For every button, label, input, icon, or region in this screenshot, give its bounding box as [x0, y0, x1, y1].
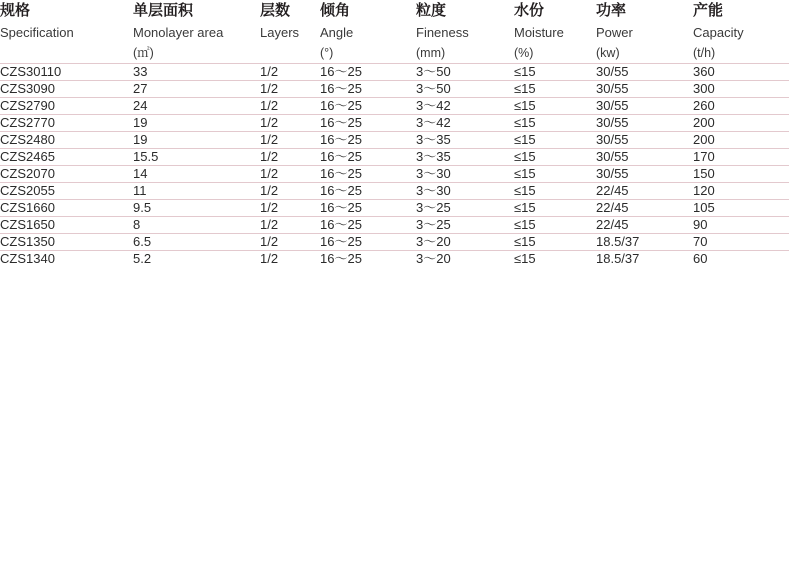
cell-monolayer-area: 24 — [133, 98, 260, 115]
column-header-monolayer-area — [133, 0, 260, 64]
table-header-row — [0, 0, 789, 64]
column-header-specification — [0, 0, 133, 64]
cell-layers: 1/2 — [260, 81, 320, 98]
cell-layers: 1/2 — [260, 251, 279, 266]
table-row — [0, 81, 789, 98]
table-row — [0, 217, 789, 234]
cell-capacity: 300 — [693, 81, 789, 98]
column-header-unit: (°) — [320, 46, 334, 60]
cell-capacity: 70 — [693, 234, 789, 251]
column-header-en: Moisture — [514, 25, 564, 40]
cell-capacity: 200 — [693, 132, 789, 149]
cell-moisture: ≤15 — [514, 166, 596, 183]
cell-fineness: 3～50 — [416, 64, 514, 81]
cell-monolayer-area: 15.5 — [133, 149, 260, 166]
cell-angle: 16～25 — [320, 81, 416, 98]
column-header-unit: (%) — [514, 46, 534, 60]
cell-capacity: 260 — [693, 98, 789, 115]
column-header-cn: 水份 — [514, 2, 545, 19]
cell-layers: 1/2 — [260, 115, 320, 132]
cell-layers: 1/2 — [260, 149, 320, 166]
column-header-cn: 规格 — [0, 2, 31, 19]
cell-specification: CZS2770 — [0, 115, 133, 132]
cell-power: 18.5/37 — [596, 234, 693, 251]
cell-power: 30/55 — [596, 115, 693, 132]
column-header-cn: 功率 — [596, 2, 627, 19]
cell-angle: 16～25 — [320, 115, 416, 132]
cell-specification: CZS2465 — [0, 149, 133, 166]
table-header — [0, 0, 789, 64]
cell-moisture: ≤15 — [514, 64, 596, 81]
cell-specification: CZS1650 — [0, 217, 133, 234]
cell-layers: 1/2 — [260, 200, 320, 217]
cell-power: 30/55 — [596, 81, 693, 98]
cell-monolayer-area: 19 — [133, 115, 260, 132]
cell-monolayer-area: 8 — [133, 217, 260, 234]
table-row — [0, 183, 789, 200]
cell-power: 30/55 — [596, 132, 693, 149]
cell-monolayer-area: 5.2 — [133, 251, 152, 266]
cell-specification: CZS2070 — [0, 166, 133, 183]
cell-layers: 1/2 — [260, 183, 320, 200]
cell-fineness: 3～20 — [416, 251, 451, 266]
cell-monolayer-area: 19 — [133, 132, 260, 149]
table-row — [0, 251, 789, 268]
cell-angle: 16～25 — [320, 200, 416, 217]
cell-layers: 1/2 — [260, 217, 320, 234]
cell-moisture: ≤15 — [514, 115, 596, 132]
column-header-cn: 单层面积 — [133, 2, 194, 19]
cell-monolayer-area: 6.5 — [133, 234, 260, 251]
cell-capacity: 170 — [693, 149, 789, 166]
cell-moisture: ≤15 — [514, 251, 536, 266]
cell-fineness: 3～25 — [416, 200, 514, 217]
cell-moisture: ≤15 — [514, 234, 596, 251]
cell-power: 30/55 — [596, 64, 693, 81]
column-header-moisture — [514, 0, 596, 64]
cell-capacity: 120 — [693, 183, 789, 200]
table-row — [0, 98, 789, 115]
cell-capacity: 150 — [693, 166, 789, 183]
column-header-unit: (kw) — [596, 46, 620, 60]
cell-capacity: 60 — [693, 251, 708, 266]
cell-angle: 16～25 — [320, 98, 416, 115]
cell-angle: 16～25 — [320, 234, 416, 251]
cell-fineness: 3～30 — [416, 166, 514, 183]
cell-fineness: 3～42 — [416, 98, 514, 115]
column-header-en: Angle — [320, 25, 354, 40]
cell-moisture: ≤15 — [514, 81, 596, 98]
table-row — [0, 166, 789, 183]
column-header-unit: (mm) — [416, 46, 446, 60]
cell-layers: 1/2 — [260, 234, 320, 251]
column-header-angle — [320, 0, 416, 64]
cell-power: 30/55 — [596, 98, 693, 115]
cell-angle: 16～25 — [320, 183, 416, 200]
cell-capacity: 105 — [693, 200, 789, 217]
cell-layers: 1/2 — [260, 98, 320, 115]
table-body — [0, 64, 789, 268]
table-row — [0, 149, 789, 166]
cell-fineness: 3～42 — [416, 115, 514, 132]
cell-monolayer-area: 14 — [133, 166, 260, 183]
cell-monolayer-area: 27 — [133, 81, 260, 98]
cell-angle: 16～25 — [320, 217, 416, 234]
cell-specification: CZS2480 — [0, 132, 133, 149]
column-header-cn: 产能 — [693, 2, 724, 19]
cell-angle: 16～25 — [320, 64, 416, 81]
cell-angle: 16～25 — [320, 132, 416, 149]
cell-fineness: 3～35 — [416, 132, 514, 149]
column-header-unit: (㎡) — [133, 46, 154, 60]
specification-table — [0, 0, 789, 267]
table-row — [0, 200, 789, 217]
column-header-power — [596, 0, 693, 64]
cell-monolayer-area: 11 — [133, 183, 260, 200]
cell-capacity: 360 — [693, 64, 789, 81]
column-header-en: Specification — [0, 25, 74, 40]
cell-layers: 1/2 — [260, 166, 320, 183]
cell-specification: CZS1340 — [0, 251, 55, 266]
cell-fineness: 3～30 — [416, 183, 514, 200]
column-header-cn: 层数 — [260, 2, 291, 19]
column-header-en: Fineness — [416, 25, 469, 40]
cell-capacity: 200 — [693, 115, 789, 132]
cell-specification: CZS1350 — [0, 234, 133, 251]
cell-moisture: ≤15 — [514, 217, 596, 234]
cell-power: 30/55 — [596, 149, 693, 166]
cell-power: 22/45 — [596, 217, 693, 234]
cell-specification: CZS2055 — [0, 183, 133, 200]
cell-specification: CZS1660 — [0, 200, 133, 217]
table-row — [0, 132, 789, 149]
column-header-cn: 倾角 — [320, 2, 351, 19]
cell-capacity: 90 — [693, 217, 789, 234]
column-header-layers — [260, 0, 320, 64]
cell-power: 30/55 — [596, 166, 693, 183]
cell-moisture: ≤15 — [514, 183, 596, 200]
column-header-en: Power — [596, 25, 633, 40]
cell-moisture: ≤15 — [514, 132, 596, 149]
cell-layers: 1/2 — [260, 64, 320, 81]
cell-fineness: 3～50 — [416, 81, 514, 98]
column-header-capacity — [693, 0, 789, 64]
cell-moisture: ≤15 — [514, 98, 596, 115]
cell-power: 18.5/37 — [596, 251, 640, 266]
cell-fineness: 3～20 — [416, 234, 514, 251]
column-header-en: Capacity — [693, 25, 744, 40]
cell-moisture: ≤15 — [514, 149, 596, 166]
cell-moisture: ≤15 — [514, 200, 596, 217]
table-row — [0, 115, 789, 132]
cell-monolayer-area: 9.5 — [133, 200, 260, 217]
column-header-en: Layers — [260, 25, 300, 40]
cell-specification: CZS2790 — [0, 98, 133, 115]
table-row — [0, 64, 789, 81]
cell-monolayer-area: 33 — [133, 64, 260, 81]
cell-fineness: 3～35 — [416, 149, 514, 166]
column-header-fineness — [416, 0, 514, 64]
cell-specification: CZS30110 — [0, 64, 133, 81]
cell-angle: 16～25 — [320, 149, 416, 166]
column-header-en: Monolayer area — [133, 25, 224, 40]
cell-specification: CZS3090 — [0, 81, 133, 98]
cell-power: 22/45 — [596, 183, 693, 200]
cell-fineness: 3～25 — [416, 217, 514, 234]
cell-angle: 16～25 — [320, 251, 362, 266]
cell-power: 22/45 — [596, 200, 693, 217]
column-header-unit: (t/h) — [693, 46, 716, 60]
table-row — [0, 234, 789, 251]
cell-angle: 16～25 — [320, 166, 416, 183]
column-header-cn: 粒度 — [416, 2, 447, 19]
cell-layers: 1/2 — [260, 132, 320, 149]
